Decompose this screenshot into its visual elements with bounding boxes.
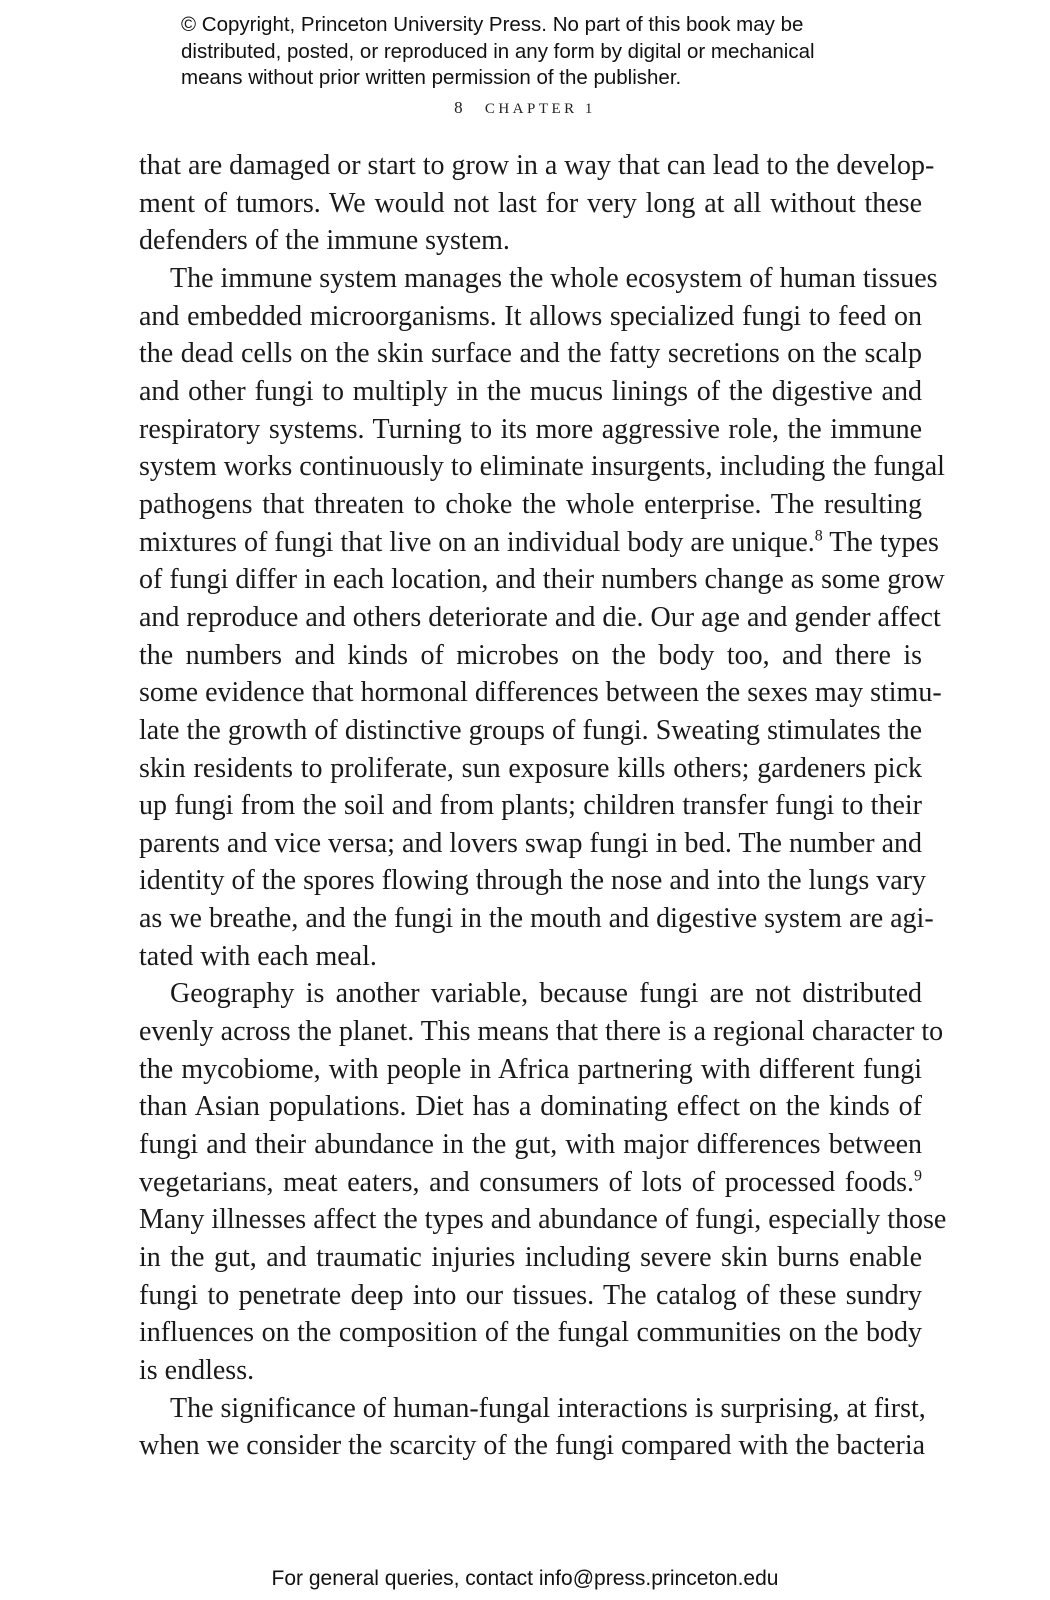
text-line: pathogens that threaten to choke the whole enterprise. The resulting [139, 488, 922, 520]
text-line: late the growth of distinctive groups of fungi. Sweating stimulates the [139, 714, 922, 746]
text-line: the dead cells on the skin surface and the fatty secretions on the scalp [139, 338, 922, 370]
text-segment: vegetarians, meat eaters, and consumers of lots of processed foods. [139, 1166, 914, 1198]
text-line: influences on the composition of the fungal communities on the body [139, 1317, 922, 1349]
text-line: in the gut, and traumatic injuries including severe skin burns enable [139, 1242, 922, 1274]
text-line: the numbers and kinds of microbes on the body too, and there is [139, 639, 922, 671]
body-text [139, 147, 947, 1465]
text-line: of fungi differ in each location, and their numbers change as some grow [139, 564, 945, 596]
text-line: The immune system manages the whole ecosystem of human tissues [170, 262, 938, 294]
text-line: as we breathe, and the fungi in the mouth and digestive system are agi- [139, 903, 934, 935]
paragraph-1 [139, 147, 935, 260]
text-line: tated with each meal. [139, 940, 377, 972]
paragraph-3 [139, 975, 947, 1389]
chapter-label: CHAPTER 1 [484, 101, 596, 117]
text-line: respiratory systems. Turning to its more aggressive role, the immune [139, 413, 922, 445]
footnote-marker[interactable]: 9 [914, 1167, 922, 1185]
text-line: parents and vice versa; and lovers swap fungi in bed. The number and [139, 827, 922, 859]
text-segment: mixtures of fungi that live on an individual body are unique. [139, 526, 815, 558]
text-line: fungi and their abundance in the gut, with major differences between [139, 1129, 922, 1161]
footer-contact: For general queries, contact info@press.princeton.edu [271, 1567, 779, 1590]
text-line: when we consider the scarcity of the fungi compared with the bacteria [139, 1430, 926, 1462]
paragraph-2 [139, 260, 945, 975]
text-line: some evidence that hormonal differences between the sexes may stimu- [139, 677, 942, 709]
text-line: up fungi from the soil and from plants; children transfer fungi to their [139, 790, 922, 822]
text-line: skin residents to proliferate, sun exposure kills others; gardeners pick [139, 752, 922, 784]
text-line: Many illnesses affect the types and abundance of fungi, especially those [139, 1204, 947, 1236]
running-head [0, 98, 1050, 118]
text-line: The significance of human-fungal interactions is surprising, at first, [170, 1392, 926, 1424]
text-segment: The types [822, 526, 939, 558]
text-line: fungi to penetrate deep into our tissues. The catalog of these sundry [139, 1279, 922, 1311]
text-line: and other fungi to multiply in the mucus linings of the digestive and [139, 375, 922, 407]
footnote-marker[interactable]: 8 [814, 527, 823, 545]
paragraph-4 [139, 1390, 926, 1465]
text-line-with-footnote [139, 1164, 922, 1202]
text-line: the mycobiome, with people in Africa partnering with different fungi [139, 1053, 922, 1085]
text-line: that are damaged or start to grow in a way that can lead to the develop- [139, 150, 935, 181]
text-line: and reproduce and others deteriorate and die. Our age and gender affect [139, 601, 941, 633]
text-line: defenders of the immune system. [139, 225, 510, 257]
page-number: 8 [454, 98, 463, 117]
copyright-line: distributed, posted, or reproduced in any form by digital or mechanical [181, 39, 815, 63]
text-line: ment of tumors. We would not last for very long at all without these [139, 187, 922, 219]
text-line-with-footnote [139, 524, 939, 562]
text-line: Geography is another variable, because fungi are not distributed [170, 978, 922, 1010]
text-line: is endless. [139, 1355, 255, 1386]
text-line: identity of the spores flowing through the nose and into the lungs vary [139, 865, 926, 897]
copyright-line: © Copyright, Princeton University Press. No part of this book may be [181, 13, 804, 36]
text-line: system works continuously to eliminate insurgents, including the fungal [139, 451, 945, 483]
text-line: and embedded microorganisms. It allows specialized fungi to feed on [139, 300, 922, 332]
copyright-notice [181, 12, 941, 92]
text-line: than Asian populations. Diet has a dominating effect on the kinds of [139, 1091, 922, 1123]
text-line: evenly across the planet. This means that there is a regional character to [139, 1016, 944, 1048]
copyright-line: means without prior written permission of the publisher. [181, 66, 682, 89]
